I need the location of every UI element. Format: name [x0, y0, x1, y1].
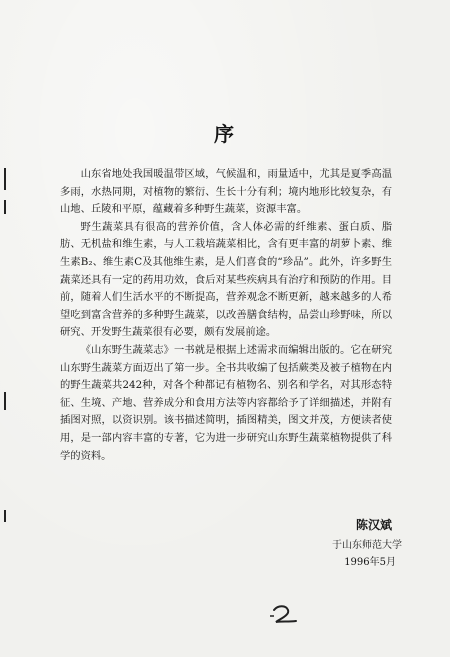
paragraph: 野生蔬菜具有很高的营养价值，含人体必需的纤维素、蛋白质、脂肪、无机盐和维生素，与人工栽培蔬菜相比，含有更丰富的胡萝卜素、维生素B₂、维生素C及其他维生素，是人们喜食的“珍品”。此外，许多野生蔬菜还具有一定的药用功效，食后对某些疾病具有治疗和预防的作用。目前，随着人们生活水平的不断提高，营养观念不断更新，越来越多的人希望吃到富含营养的多种野生蔬菜，以改善膳食结构，品尝山珍野味，所以研究、开发野生蔬菜很有必要，颇有发展前途。 — [60, 220, 392, 339]
binding-edge-mark — [4, 392, 6, 410]
page-number — [268, 604, 304, 626]
handwritten-page-number-icon — [268, 604, 304, 626]
paragraph: 《山东野生蔬菜志》一书就是根据上述需求而编辑出版的。它在研究山东野生蔬菜方面迈出了第一步。全书共收编了包括蕨类及被子植物在内的野生蔬菜共242种，对各个种都记有植物名、别名和学名，对其形态特征、生境、产地、营养成分和食用方法等内容都给予了详细描述，并附有插图对照，以资识别。该书描述简明，插图精美，图文并茂，方便读者使用，是一部内容丰富的专著，它为进一步研究山东野生蔬菜植物提供了科学的资料。 — [60, 343, 392, 462]
author-affiliation: 于山东师范大学 — [332, 540, 402, 551]
binding-edge-mark — [4, 168, 6, 190]
author-name: 陈汉斌 — [355, 518, 392, 532]
paragraph: 山东省地处我国暖温带区域，气候温和，雨量适中，尤其是夏季高温多雨，水热同期，对植物的繁衍、生长十分有利；境内地形比较复杂，有山地、丘陵和平原，蕴藏着多种野生蔬菜，资源丰富。 — [60, 168, 392, 216]
preface-body — [60, 166, 392, 465]
signature-date: 1996年5月 — [344, 557, 396, 568]
binding-edge-mark — [4, 510, 6, 522]
page-title: 序 — [214, 122, 236, 146]
binding-edge-mark — [4, 200, 6, 214]
